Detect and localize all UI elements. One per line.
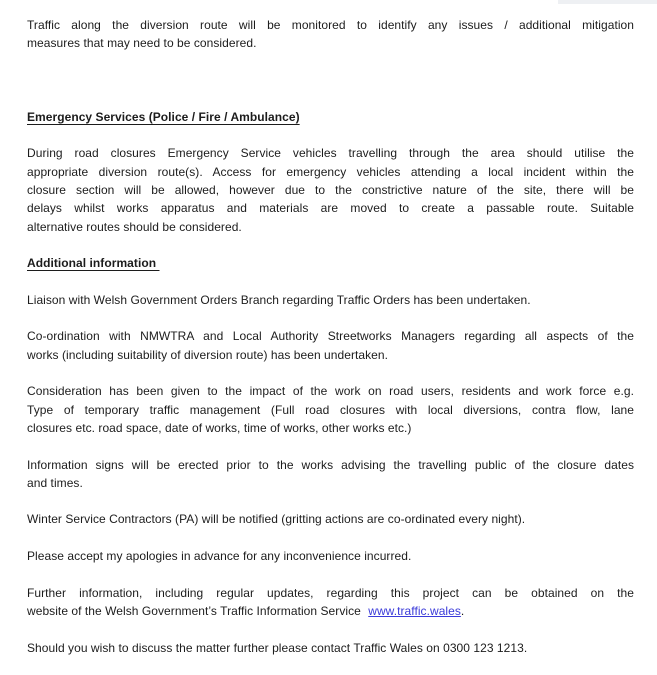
- document-body: [27, 16, 634, 675]
- text-line: Consideration has been given to the impact of the work on road users, residents and work force e.g.: [27, 384, 634, 399]
- paragraph-road-closures: [27, 144, 634, 235]
- text-line: closures etc. road space, date of works, time of works, other works etc.): [27, 420, 412, 435]
- paragraph-coordination: [27, 327, 634, 364]
- text-line: Co-ordination with NMWTRA and Local Authority Streetworks Managers regarding all aspects of the: [27, 329, 634, 344]
- traffic-wales-link[interactable]: www.traffic.wales: [368, 603, 461, 618]
- heading-additional-information: [27, 254, 634, 272]
- blank-space: [27, 71, 634, 108]
- text-line: Winter Service Contractors (PA) will be notified (gritting actions are co-ordinated every night).: [27, 512, 526, 527]
- text-line: and times.: [27, 475, 83, 490]
- text-line: works (including suitability of diversion route) has been undertaken.: [27, 347, 388, 362]
- text-line: [27, 602, 634, 620]
- paragraph-apologies: [27, 547, 634, 565]
- text-line: During road closures Emergency Service vehicles travelling through the area should utilise the: [27, 146, 634, 161]
- text-line: measures that may need to be considered.: [27, 36, 257, 51]
- heading-text: Additional information: [27, 256, 160, 271]
- text-line: Information signs will be erected prior to the works advising the travelling public of the closure dates: [27, 457, 634, 472]
- heading-emergency-services: [27, 108, 634, 126]
- paragraph-traffic-monitoring: [27, 16, 634, 53]
- text-line: Should you wish to discuss the matter further please contact Traffic Wales on 0300 123 1213.: [27, 640, 528, 655]
- top-edge-artifact: [558, 0, 657, 4]
- paragraph-information-signs: [27, 456, 634, 493]
- link-line-suffix: .: [460, 603, 465, 618]
- paragraph-liaison: [27, 291, 634, 309]
- paragraph-contact: [27, 639, 634, 657]
- link-line-prefix: website of the Welsh Government’s Traffic Information Service: [27, 603, 365, 618]
- text-line: Type of temporary traffic management (Full road closures with local diversions, contra flow, lane: [27, 402, 634, 417]
- text-line: Traffic along the diversion route will be monitored to identify any issues / additional mitigation: [27, 18, 634, 32]
- text-line: delays whilst works apparatus and materials are moved to create a passable route. Suitable: [27, 201, 634, 216]
- text-line: Further information, including regular updates, regarding this project can be obtained on the: [27, 585, 634, 600]
- paragraph-further-information: [27, 584, 634, 621]
- paragraph-winter-service: [27, 510, 634, 528]
- heading-text: Emergency Services (Police / Fire / Ambulance): [27, 109, 300, 124]
- text-line: Please accept my apologies in advance for any inconvenience incurred.: [27, 549, 412, 564]
- text-line: Liaison with Welsh Government Orders Branch regarding Traffic Orders has been undertaken.: [27, 292, 531, 307]
- text-line: alternative routes should be considered.: [27, 219, 242, 234]
- text-line: closure section will be allowed, however due to the constrictive nature of the site, there will be: [27, 183, 634, 198]
- text-line: appropriate diversion route(s). Access for emergency vehicles attending a local incident within the: [27, 164, 634, 179]
- paragraph-consideration: [27, 382, 634, 437]
